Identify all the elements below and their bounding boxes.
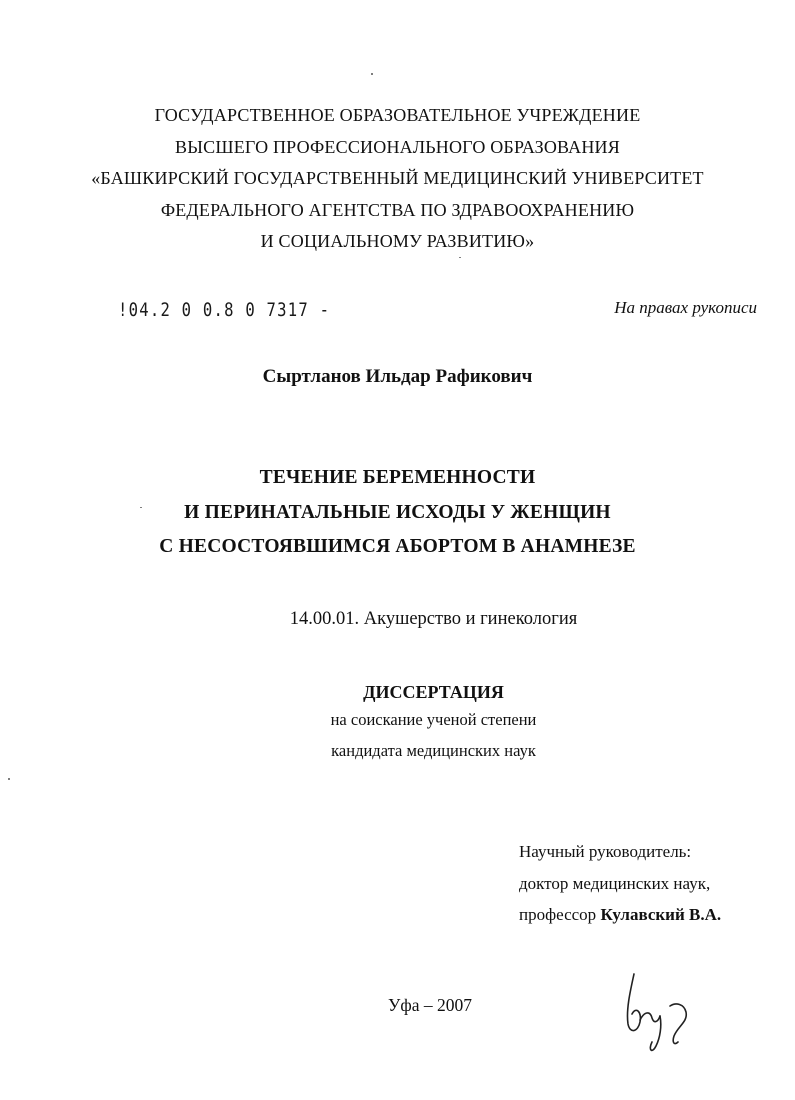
scan-speck bbox=[8, 778, 10, 780]
degree-line: на соискание ученой степени bbox=[330, 710, 537, 729]
institution-line: ГОСУДАРСТВЕННОЕ ОБРАЗОВАТЕЛЬНОЕ УЧРЕЖДЕНИЕ bbox=[154, 105, 641, 125]
institution-line: ФЕДЕРАЛЬНОГО АГЕНТСТВА ПО ЗДРАВООХРАНЕНИЮ bbox=[160, 199, 635, 220]
degree-block bbox=[0, 680, 795, 766]
place-year: Уфа – 2007 bbox=[388, 995, 472, 1015]
thesis-title-line: ТЕЧЕНИЕ БЕРЕМЕННОСТИ bbox=[259, 467, 536, 488]
specialty-code: 14.00.01. Акушерство и гинекология bbox=[289, 609, 578, 629]
advisor-block bbox=[519, 836, 721, 931]
thesis-title-line: С НЕСОСТОЯВШИМСЯ АБОРТОМ В АНАМНЕЗЕ bbox=[159, 536, 636, 557]
registration-number: !04.2 0 0.8 0 7317 - bbox=[118, 299, 331, 321]
advisor-rank-line bbox=[519, 899, 721, 931]
degree-line: кандидата медицинских наук bbox=[331, 741, 536, 760]
scan-speck bbox=[371, 73, 373, 75]
advisor-label: Научный руководитель: bbox=[519, 842, 692, 861]
degree-heading: ДИССЕРТАЦИЯ bbox=[363, 682, 504, 702]
manuscript-note: На правах рукописи bbox=[614, 298, 757, 317]
advisor-name: Кулавский В.А. bbox=[600, 905, 722, 924]
handwritten-signature-icon bbox=[612, 962, 707, 1062]
author-name: Сыртланов Ильдар Рафикович bbox=[262, 366, 533, 387]
institution-header bbox=[0, 100, 795, 258]
institution-line: «БАШКИРСКИЙ ГОСУДАРСТВЕННЫЙ МЕДИЦИНСКИЙ УНИВЕРСИТЕТ bbox=[91, 168, 704, 188]
institution-line: ВЫСШЕГО ПРОФЕССИОНАЛЬНОГО ОБРАЗОВАНИЯ bbox=[175, 136, 620, 157]
thesis-title-line: И ПЕРИНАТАЛЬНЫЕ ИСХОДЫ У ЖЕНЩИН bbox=[184, 501, 611, 523]
institution-line: И СОЦИАЛЬНОМУ РАЗВИТИЮ» bbox=[260, 231, 535, 251]
advisor-degree: доктор медицинских наук, bbox=[519, 873, 711, 893]
thesis-title bbox=[0, 461, 795, 565]
advisor-rank: профессор bbox=[519, 905, 597, 924]
